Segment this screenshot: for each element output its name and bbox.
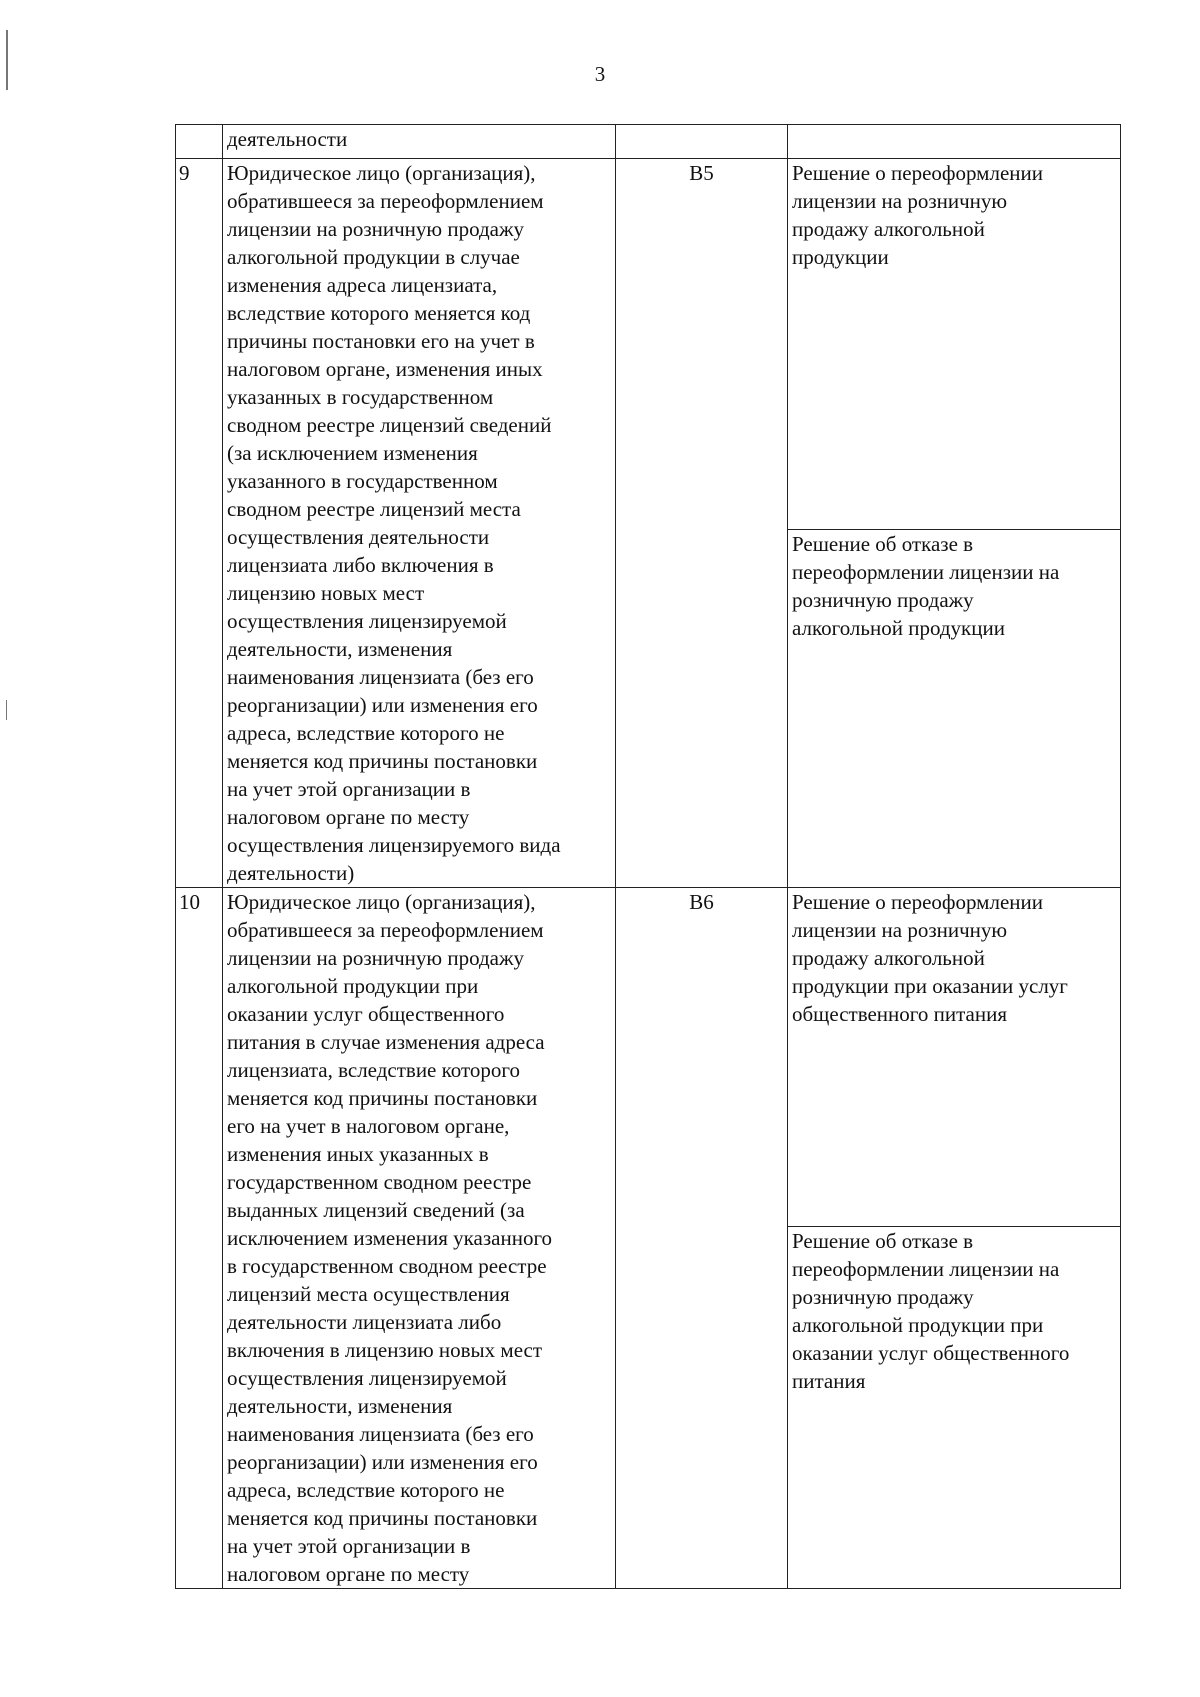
decision-line: продажу алкогольной bbox=[792, 217, 985, 241]
description-line: лицензиата либо включения в bbox=[227, 553, 494, 577]
description-line: указанного в государственном bbox=[227, 469, 498, 493]
description-line: адреса, вследствие которого не bbox=[227, 721, 505, 745]
decision-approve bbox=[788, 888, 1120, 1226]
description-line: вследствие которого меняется код bbox=[227, 301, 531, 325]
description-cell bbox=[223, 888, 616, 1589]
decision-line: оказании услуг общественного bbox=[792, 1340, 1070, 1365]
description-line: деятельности, изменения bbox=[227, 1394, 453, 1418]
page-number: 3 bbox=[594, 62, 606, 86]
description-line: осуществления деятельности bbox=[227, 525, 490, 549]
description-line: Юридическое лицо (организация), bbox=[227, 161, 536, 185]
code-cell bbox=[616, 125, 788, 159]
description-line: на учет этой организации в bbox=[227, 777, 471, 801]
description-line: лицензии на розничную продажу bbox=[227, 217, 525, 241]
code-cell: В6 bbox=[616, 888, 788, 1589]
description-cell bbox=[223, 159, 616, 888]
table-row-10 bbox=[176, 888, 1121, 1589]
decision-line: алкогольной продукции bbox=[792, 615, 1005, 640]
description-line: (за исключением изменения bbox=[227, 441, 478, 465]
decision-refuse bbox=[788, 1226, 1120, 1395]
description-line: оказании услуг общественного bbox=[227, 1002, 505, 1026]
description-line: питания в случае изменения адреса bbox=[227, 1030, 545, 1054]
description-line: реорганизации) или изменения его bbox=[227, 693, 538, 717]
decision-line: алкогольной продукции при bbox=[792, 1312, 1044, 1337]
description-line: налоговом органе по месту bbox=[227, 805, 470, 829]
decision-line: Решение о переоформлении bbox=[792, 161, 1043, 185]
description-line: деятельности лицензиата либо bbox=[227, 1310, 502, 1334]
description-line: исключением изменения указанного bbox=[227, 1226, 553, 1250]
table-row-9 bbox=[176, 159, 1121, 888]
description-line: обратившееся за переоформлением bbox=[227, 189, 544, 213]
decision-line: продукции bbox=[792, 245, 889, 269]
description-line: деятельности, изменения bbox=[227, 637, 453, 661]
decision-cell bbox=[788, 125, 1121, 159]
description-line: его на учет в налоговом органе, bbox=[227, 1114, 510, 1138]
decision-subtable bbox=[788, 888, 1120, 1395]
description-line: алкогольной продукции в случае bbox=[227, 245, 520, 269]
description-line: лицензиата, вследствие которого bbox=[227, 1058, 520, 1082]
scan-edge-mark bbox=[6, 700, 7, 720]
description-line: алкогольной продукции при bbox=[227, 974, 479, 998]
num-cell bbox=[176, 125, 223, 159]
description-line: меняется код причины постановки bbox=[227, 1506, 538, 1530]
decision-line: переоформлении лицензии на bbox=[792, 559, 1060, 584]
decision-cell bbox=[788, 888, 1121, 1589]
description-line: сводном реестре лицензий сведений bbox=[227, 413, 552, 437]
decision-subtable bbox=[788, 159, 1120, 642]
description-line: на учет этой организации в bbox=[227, 1534, 471, 1558]
description-line: сводном реестре лицензий места bbox=[227, 497, 521, 521]
description-line: осуществления лицензируемой bbox=[227, 609, 507, 633]
decision-line: розничную продажу bbox=[792, 1284, 974, 1309]
decision-approve bbox=[788, 159, 1120, 529]
decision-line: лицензии на розничную bbox=[792, 189, 1008, 213]
description-line: налоговом органе, изменения иных bbox=[227, 357, 543, 381]
description-line: выданных лицензий сведений (за bbox=[227, 1198, 525, 1222]
description-line: деятельности) bbox=[227, 861, 355, 885]
description-line: изменения иных указанных в bbox=[227, 1142, 489, 1166]
description-line: реорганизации) или изменения его bbox=[227, 1450, 538, 1474]
code-cell: В5 bbox=[616, 159, 788, 888]
description-line: лицензию новых мест bbox=[227, 581, 425, 605]
decision-line: Решение об отказе в bbox=[792, 531, 974, 556]
decision-line: Решение о переоформлении bbox=[792, 890, 1043, 914]
description-line: Юридическое лицо (организация), bbox=[227, 890, 536, 914]
description-line: меняется код причины постановки bbox=[227, 1086, 538, 1110]
description-line: лицензии на розничную продажу bbox=[227, 946, 525, 970]
description-line: адреса, вследствие которого не bbox=[227, 1478, 505, 1502]
decision-line: лицензии на розничную bbox=[792, 918, 1008, 942]
decision-line: Решение об отказе в bbox=[792, 1228, 974, 1253]
decision-line: продажу алкогольной bbox=[792, 946, 985, 970]
decision-line: общественного питания bbox=[792, 1002, 1007, 1026]
description-line: государственном сводном реестре bbox=[227, 1170, 532, 1194]
description-cell bbox=[223, 125, 616, 159]
decision-cell bbox=[788, 159, 1121, 888]
decision-line: продукции при оказании услуг bbox=[792, 974, 1068, 998]
description-line: обратившееся за переоформлением bbox=[227, 918, 544, 942]
row-number: 9 bbox=[176, 159, 223, 888]
description-line: осуществления лицензируемой bbox=[227, 1366, 507, 1390]
description-line: лицензий места осуществления bbox=[227, 1282, 510, 1306]
license-decisions-table bbox=[175, 124, 1121, 1589]
decision-line: переоформлении лицензии на bbox=[792, 1256, 1060, 1281]
description-line: налоговом органе по месту bbox=[227, 1562, 470, 1586]
description-line: включения в лицензию новых мест bbox=[227, 1338, 543, 1362]
description-line: в государственном сводном реестре bbox=[227, 1254, 547, 1278]
description-line: наименования лицензиата (без его bbox=[227, 1422, 534, 1446]
description-line: указанных в государственном bbox=[227, 385, 494, 409]
decision-line: питания bbox=[792, 1368, 866, 1393]
description-line: меняется код причины постановки bbox=[227, 749, 538, 773]
table-row-continued bbox=[176, 125, 1121, 159]
description-line: причины постановки его на учет в bbox=[227, 329, 535, 353]
description-line: деятельности bbox=[227, 127, 348, 151]
description-line: наименования лицензиата (без его bbox=[227, 665, 534, 689]
decision-line: розничную продажу bbox=[792, 587, 974, 612]
row-number: 10 bbox=[176, 888, 223, 1589]
decision-refuse bbox=[788, 529, 1120, 642]
description-line: изменения адреса лицензиата, bbox=[227, 273, 498, 297]
description-line: осуществления лицензируемого вида bbox=[227, 833, 561, 857]
